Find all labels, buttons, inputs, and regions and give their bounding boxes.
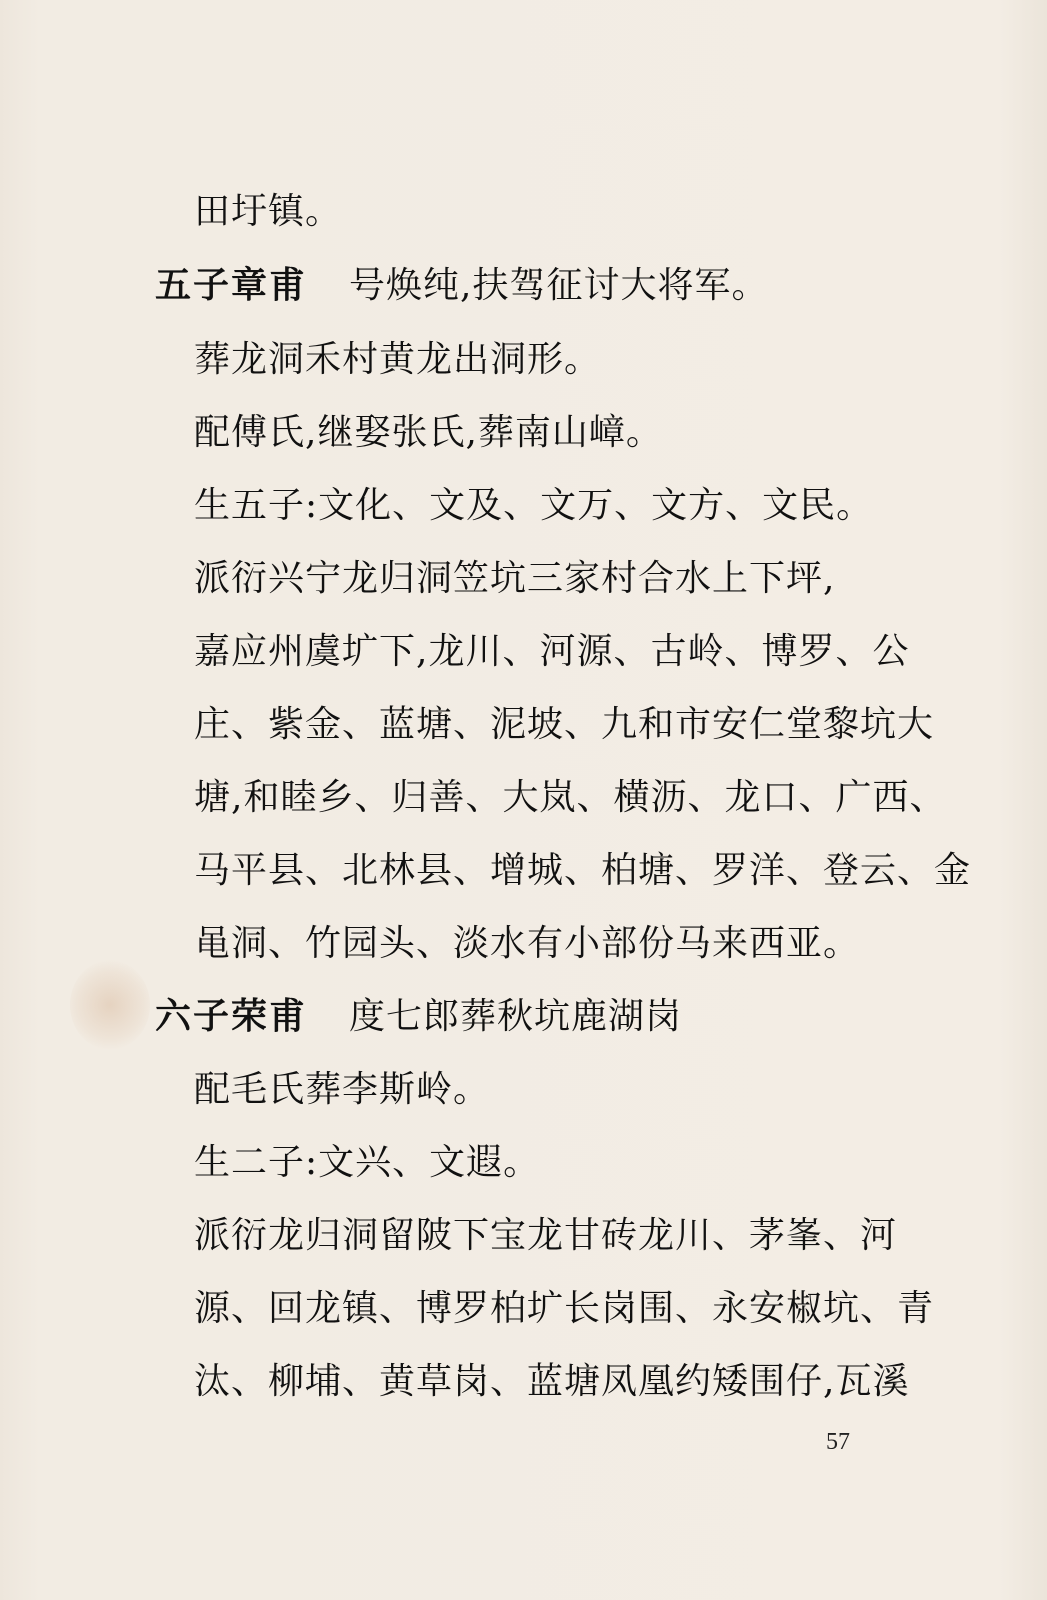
- entry-heading-sixth-son: [155, 995, 682, 1039]
- entry-name: 五子章甫: [155, 265, 308, 306]
- text-line: 派衍兴宁龙归洞笠坑三家村合水上下坪,: [194, 558, 836, 599]
- text-line: 嘉应州虞圹下,龙川、河源、古岭、博罗、公: [194, 631, 910, 672]
- text-line: 配毛氏葬李斯岭。: [194, 1069, 491, 1110]
- text-line: 黾洞、竹园头、淡水有小部份马来西亚。: [194, 923, 861, 964]
- text-line: 马平县、北林县、增城、柏塘、罗洋、登云、金: [194, 850, 972, 891]
- page-number: 57: [826, 1429, 850, 1455]
- text-line: 庄、紫金、蓝塘、泥坡、九和市安仁堂黎坑大: [194, 704, 935, 745]
- text-line: 汰、柳埔、黄草岗、蓝塘凤凰约矮围仔,瓦溪: [194, 1361, 910, 1402]
- entry-heading-fifth-son: [155, 264, 768, 308]
- text-line: 派衍龙归洞留陂下宝龙甘砖龙川、茅峯、河: [194, 1215, 898, 1256]
- text-line: 田圩镇。: [194, 191, 343, 232]
- text-line: 源、回龙镇、博罗柏圹长岗围、永安椒坑、青: [194, 1288, 935, 1329]
- text-line: 生二子:文兴、文遐。: [194, 1142, 541, 1183]
- entry-description: 度七郎葬秋坑鹿湖岗: [349, 996, 683, 1037]
- paper-stain: [70, 960, 150, 1050]
- entry-name: 六子荣甫: [155, 996, 308, 1037]
- text-line: 塘,和睦乡、归善、大岚、横沥、龙口、广西、: [194, 777, 947, 818]
- text-line: 配傅氏,继娶张氏,葬南山嶂。: [194, 412, 663, 453]
- text-line: 生五子:文化、文及、文万、文方、文民。: [194, 485, 874, 526]
- entry-description: 号焕纯,扶驾征讨大将军。: [349, 265, 769, 306]
- text-line: 葬龙洞禾村黄龙出洞形。: [194, 339, 602, 380]
